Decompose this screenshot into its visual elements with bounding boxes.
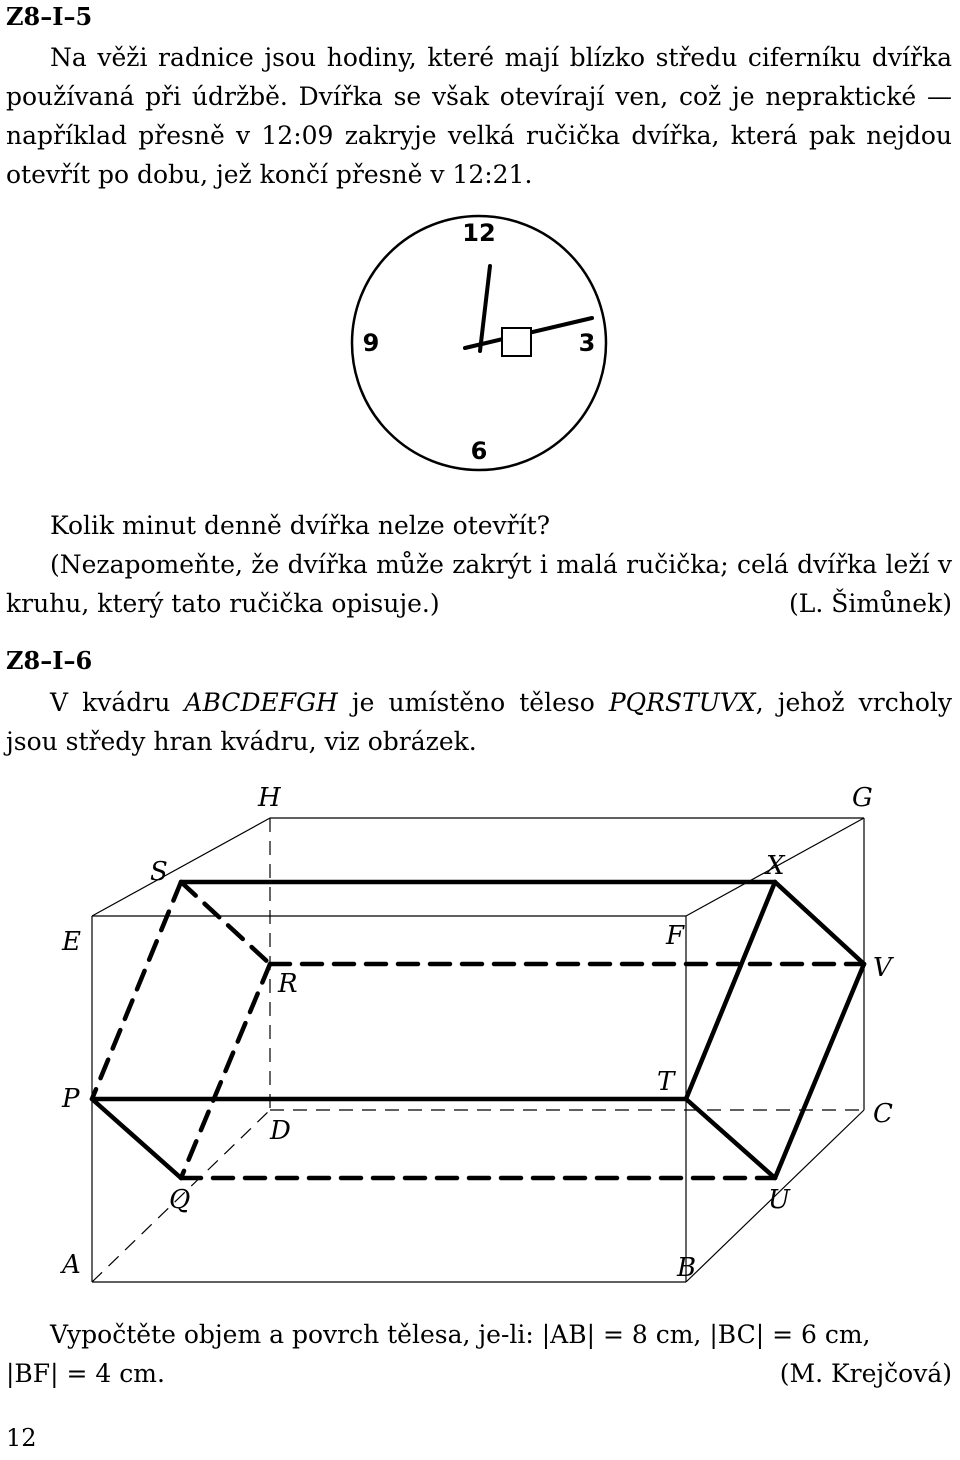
label-F: F (666, 921, 685, 951)
cuboid-figure (0, 770, 960, 1290)
edge-SR-hidden (181, 882, 270, 964)
edge-SP-hidden (92, 882, 181, 1099)
clock-figure (340, 205, 620, 480)
label-C: C (873, 1099, 893, 1129)
problem-6-text-a: V kvádru (50, 688, 185, 717)
clock-number-6: 6 (470, 437, 488, 465)
label-D: D (270, 1116, 291, 1146)
solid-edges (92, 882, 864, 1178)
cuboid-name: ABCDEFGH (184, 688, 338, 717)
label-A: A (62, 1250, 81, 1280)
label-U: U (768, 1185, 790, 1215)
edge-XT (686, 882, 775, 1099)
label-G: G (852, 783, 873, 813)
label-V: V (873, 953, 892, 983)
problem-6-text-b: je umístěno těleso (337, 688, 609, 717)
problem-6-task (6, 1315, 952, 1393)
clock-door (502, 328, 531, 356)
label-X: X (766, 851, 785, 881)
label-P: P (62, 1084, 80, 1114)
clock-hand-minute (480, 266, 490, 351)
problem-6-task-line1: Vypočtěte objem a povrch tělesa, je-li: |AB| = 8 cm, |BC| = 6 cm, (50, 1320, 871, 1349)
solid-name: PQRSTUVX (608, 688, 756, 717)
problem-5-text: Na věži radnice jsou hodiny, které mají blízko středu ciferníku dvířka používaná při údržbě. Dvířka se však otevírají ven, což je nepraktické — například přesně v 12:09 zakryje velká ručička dvířka, která pak nejdou otevřít po dobu, jež končí přesně v 12:21. (6, 43, 952, 189)
label-B: B (677, 1253, 697, 1283)
edge-EH (92, 818, 270, 916)
problem-6-task-line2: |BF| = 4 cm. (6, 1359, 165, 1388)
label-E: E (62, 927, 81, 957)
clock-number-3: 3 (578, 329, 596, 357)
problem-5-question-block (6, 506, 952, 623)
page-number: 12 (6, 1424, 37, 1452)
edge-UV (775, 964, 864, 1178)
problem-5-note: (Nezapomeňte, že dvířka může zakrýt i malá ručička; celá dvířka leží v kruhu, který tato ručička opisuje.) (6, 550, 952, 618)
label-T: T (657, 1067, 675, 1097)
label-Q: Q (169, 1185, 191, 1215)
vertex-labels (60, 783, 894, 1283)
clock-number-12: 12 (462, 219, 496, 247)
problem-6-text (6, 683, 952, 761)
problem-6-text-c: , jehož vrcholy jsou středy hran kvádru, viz obrázek. (6, 688, 952, 756)
edge-XV (775, 882, 864, 964)
clock-number-9: 9 (362, 329, 380, 357)
edge-PQ (92, 1099, 181, 1178)
label-S: S (150, 857, 168, 887)
problem-5-author: (L. Šimůnek) (789, 589, 952, 618)
problem-5-heading: Z8–I–5 (6, 2, 93, 31)
label-R: R (278, 969, 298, 999)
cuboid-edges (92, 818, 864, 1282)
label-H: H (258, 783, 281, 813)
problem-6-author: (M. Krejčová) (779, 1359, 952, 1388)
edge-TU (686, 1099, 775, 1178)
problem-5-question: Kolik minut denně dvířka nelze otevřít? (50, 511, 551, 540)
problem-6-heading: Z8–I–6 (6, 646, 93, 675)
edge-RQ-hidden (181, 964, 270, 1178)
